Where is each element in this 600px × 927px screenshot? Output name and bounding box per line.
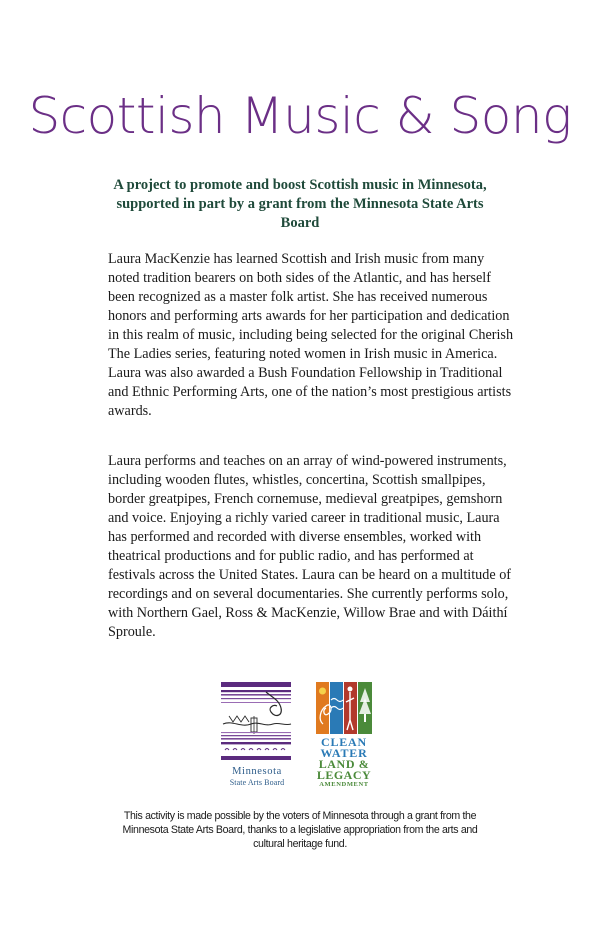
funding-notice: This activity is made possible by the voters of Minnesota through a grant from the Minnesota State Arts Board, thanks to a legislative appropriation from the arts and cultural heritage fund. [122,810,478,850]
body-paragraph-1: Laura MacKenzie has learned Scottish and Irish music from many noted tradition bearers on both sides of the Atlantic, and has herself been recognized as a master folk artist. She has received numerous honors and performing arts awards for her participation and dedication in this realm of music, including being selected for the original Cherish The Ladies series, featuring noted women in Irish music in America. Laura was also awarded a Bush Foundation Fellowship in Traditional and Ethnic Performing Arts, one of the nation’s most prestigious artists awards. [108,251,514,419]
body-paragraph-2: Laura performs and teaches on an array of wind-powered instruments, including wooden flutes, whistles, concertina, Scottish smallpipes, border greatpipes, French cornemuse, medieval greatpipes, gemshorn and voice. Enjoying a richly varied career in traditional music, Laura has performed and recorded with diverse ensembles, worked with theatrical productions and for public radio, and has performed at festivals across the United States. Laura can be heard on a multitude of recordings and on several documentaries. She currently performs solo, with Northern Gael, Ross & MacKenzie, Willow Brae and with Dáithí Sproule. [108,453,512,640]
page-title: Scottish Music & Song [28,87,572,145]
sponsor-logos [0,680,600,795]
legacy-word-amendment: AMENDMENT [319,781,369,788]
legacy-word-water: WATER [320,746,368,760]
page-subtitle: A project to promote and boost Scottish music in Minnesota, supported in part by a grant from the Minnesota State Arts Board [113,177,487,231]
msab-name-line1: Minnesota [232,766,282,777]
legacy-amendment-wordmark [308,737,380,789]
legacy-word-legacy: LEGACY [316,768,372,782]
legacy-word-land: LAND & [318,757,370,771]
msab-name [214,766,300,788]
msab-name-line2: State Arts Board [229,778,285,787]
legacy-word-clean: CLEAN [320,735,367,749]
